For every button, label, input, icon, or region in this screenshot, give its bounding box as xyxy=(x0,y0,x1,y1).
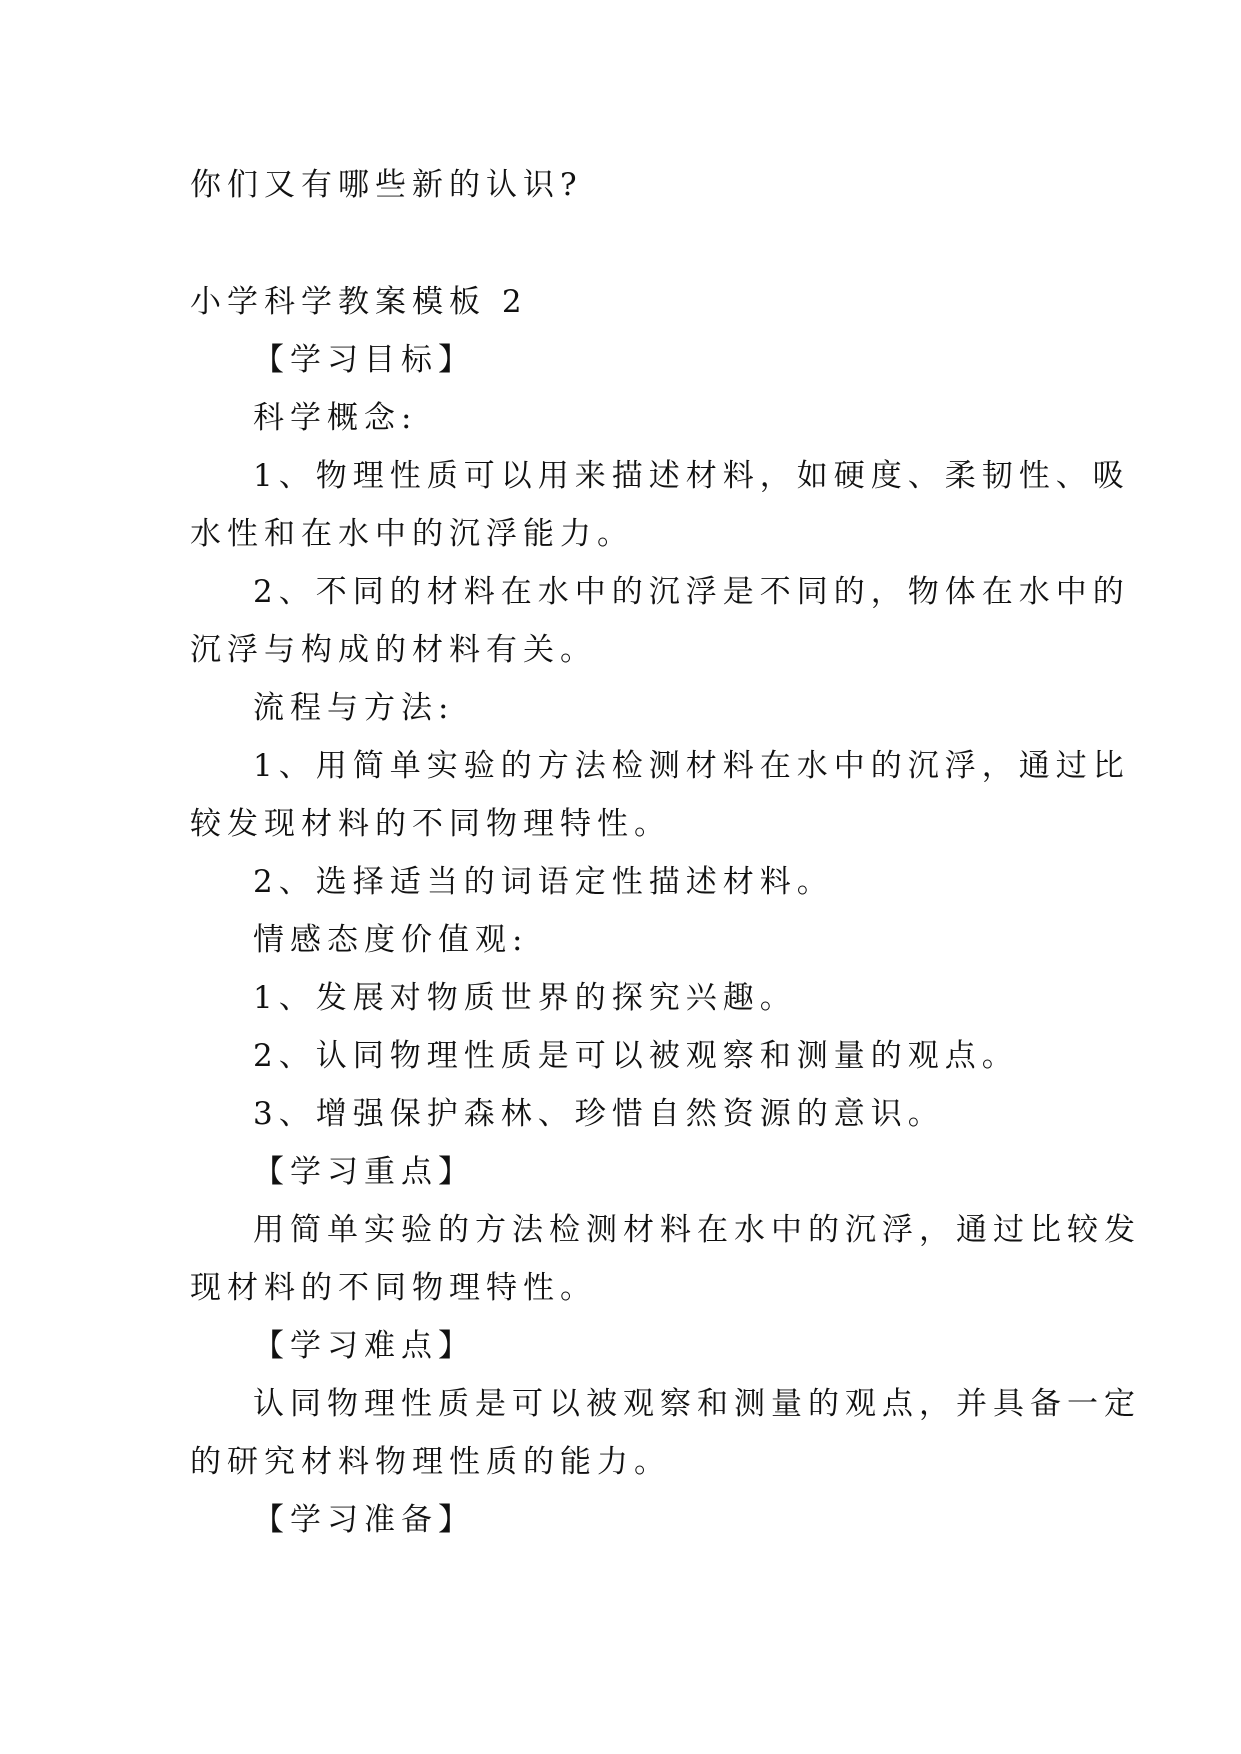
subheading-process-methods: 流程与方法: xyxy=(253,690,455,726)
paragraph-line: 2、认同物理性质是可以被观察和测量的观点。 xyxy=(253,1038,1019,1074)
paragraph-line: 2、不同的材料在水中的沉浮是不同的，物体在水中的 xyxy=(253,574,1130,610)
paragraph-line: 用简单实验的方法检测材料在水中的沉浮，通过比较发 xyxy=(253,1212,1141,1248)
heading-difficulties: 【学习难点】 xyxy=(253,1328,475,1364)
section-title: 小学科学教案模板 2 xyxy=(190,284,528,320)
subheading-science-concepts: 科学概念: xyxy=(253,400,418,436)
subheading-values: 情感态度价值观: xyxy=(253,922,529,958)
paragraph-line: 水性和在水中的沉浮能力。 xyxy=(190,516,634,552)
paragraph-line: 你们又有哪些新的认识? xyxy=(190,167,583,203)
paragraph-line: 3、增强保护森林、珍惜自然资源的意识。 xyxy=(253,1096,945,1132)
heading-learning-goals: 【学习目标】 xyxy=(253,342,475,378)
paragraph-line: 认同物理性质是可以被观察和测量的观点，并具备一定 xyxy=(253,1386,1141,1422)
paragraph-line: 1、物理性质可以用来描述材料，如硬度、柔韧性、吸 xyxy=(253,458,1130,494)
paragraph-line: 1、用简单实验的方法检测材料在水中的沉浮，通过比 xyxy=(253,748,1130,784)
heading-key-points: 【学习重点】 xyxy=(253,1154,475,1190)
paragraph-line: 沉浮与构成的材料有关。 xyxy=(190,632,597,668)
paragraph-line: 较发现材料的不同物理特性。 xyxy=(190,806,671,842)
paragraph-line: 的研究材料物理性质的能力。 xyxy=(190,1444,671,1480)
paragraph-line: 现材料的不同物理特性。 xyxy=(190,1270,597,1306)
paragraph-line: 2、选择适当的词语定性描述材料。 xyxy=(253,864,834,900)
paragraph-line: 1、发展对物质世界的探究兴趣。 xyxy=(253,980,797,1016)
heading-preparation: 【学习准备】 xyxy=(253,1502,475,1538)
